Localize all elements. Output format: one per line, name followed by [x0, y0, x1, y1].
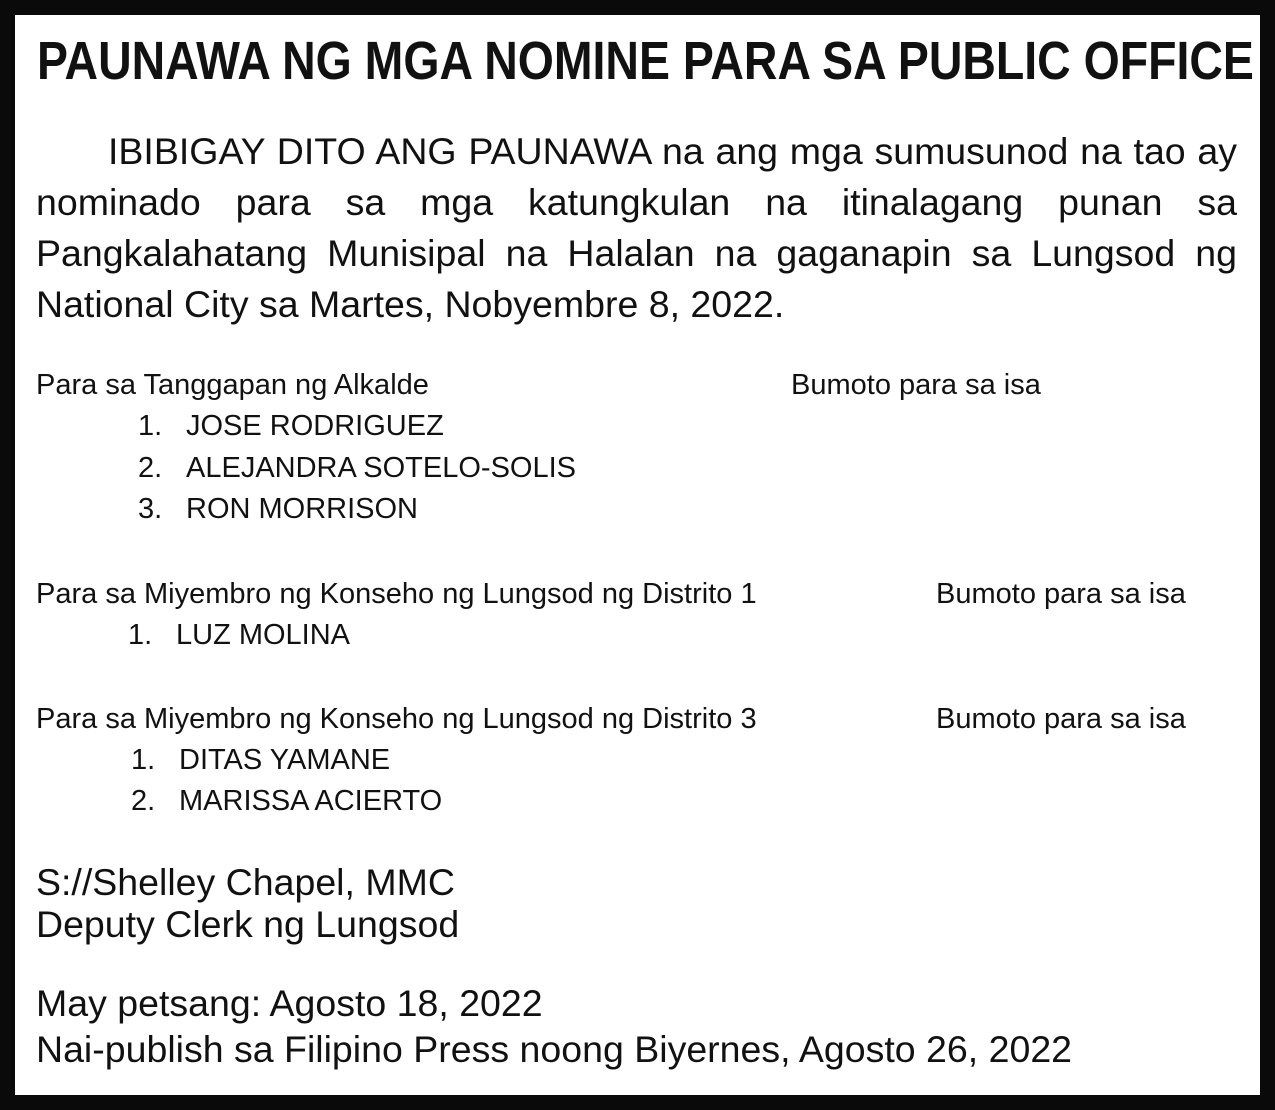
- office-council-district-1-vote-instruction: Bumoto para sa isa: [936, 578, 1186, 610]
- notice-title: PAUNAWA NG MGA NOMINE PARA SA PUBLIC OFFICE: [37, 31, 1254, 91]
- office-council-district-3-vote-instruction: Bumoto para sa isa: [936, 703, 1186, 735]
- candidate-name: RON MORRISON: [186, 493, 418, 525]
- candidate-list-item: [138, 491, 418, 527]
- candidate-name: MARISSA ACIERTO: [179, 785, 443, 817]
- signer-name: S://Shelley Chapel, MMC: [36, 861, 455, 903]
- candidate-list-item: [131, 742, 390, 778]
- dated-line: May petsang: Agosto 18, 2022: [36, 982, 543, 1024]
- office-council-district-3-heading: Para sa Miyembro ng Konseho ng Lungsod ng Distrito 3: [36, 703, 757, 735]
- candidate-number: 1.: [138, 410, 163, 442]
- office-council-district-1-heading: Para sa Miyembro ng Konseho ng Lungsod ng Distrito 1: [36, 578, 757, 610]
- notice-intro-paragraph: IBIBIGAY DITO ANG PAUNAWA na ang mga sumusunod na tao ay nominado para sa mga katungkulan na itinalagang punan sa Pangkalahatang Munisipal na Halalan na gaganapin sa Lungsod ng National City sa Martes, Nobyembre 8, 2022.: [36, 130, 1237, 325]
- office-mayor-heading: Para sa Tanggapan ng Alkalde: [36, 369, 429, 401]
- candidate-number: 2.: [138, 452, 163, 484]
- office-mayor-vote-instruction: Bumoto para sa isa: [791, 369, 1041, 401]
- candidate-name: JOSE RODRIGUEZ: [186, 410, 444, 442]
- candidate-list-item: [138, 450, 576, 486]
- candidate-name: LUZ MOLINA: [176, 619, 351, 651]
- candidate-number: 1.: [131, 744, 156, 776]
- candidate-list-item: [131, 783, 442, 819]
- signer-role: Deputy Clerk ng Lungsod: [36, 903, 460, 945]
- candidate-list-item: [128, 617, 350, 653]
- candidate-name: ALEJANDRA SOTELO-SOLIS: [186, 452, 577, 484]
- candidate-number: 1.: [128, 619, 153, 651]
- candidate-number: 3.: [138, 493, 163, 525]
- candidate-name: DITAS YAMANE: [179, 744, 391, 776]
- candidate-list-item: [138, 408, 444, 444]
- candidate-number: 2.: [131, 785, 156, 817]
- published-line: Nai-publish sa Filipino Press noong Biyernes, Agosto 26, 2022: [36, 1028, 1073, 1070]
